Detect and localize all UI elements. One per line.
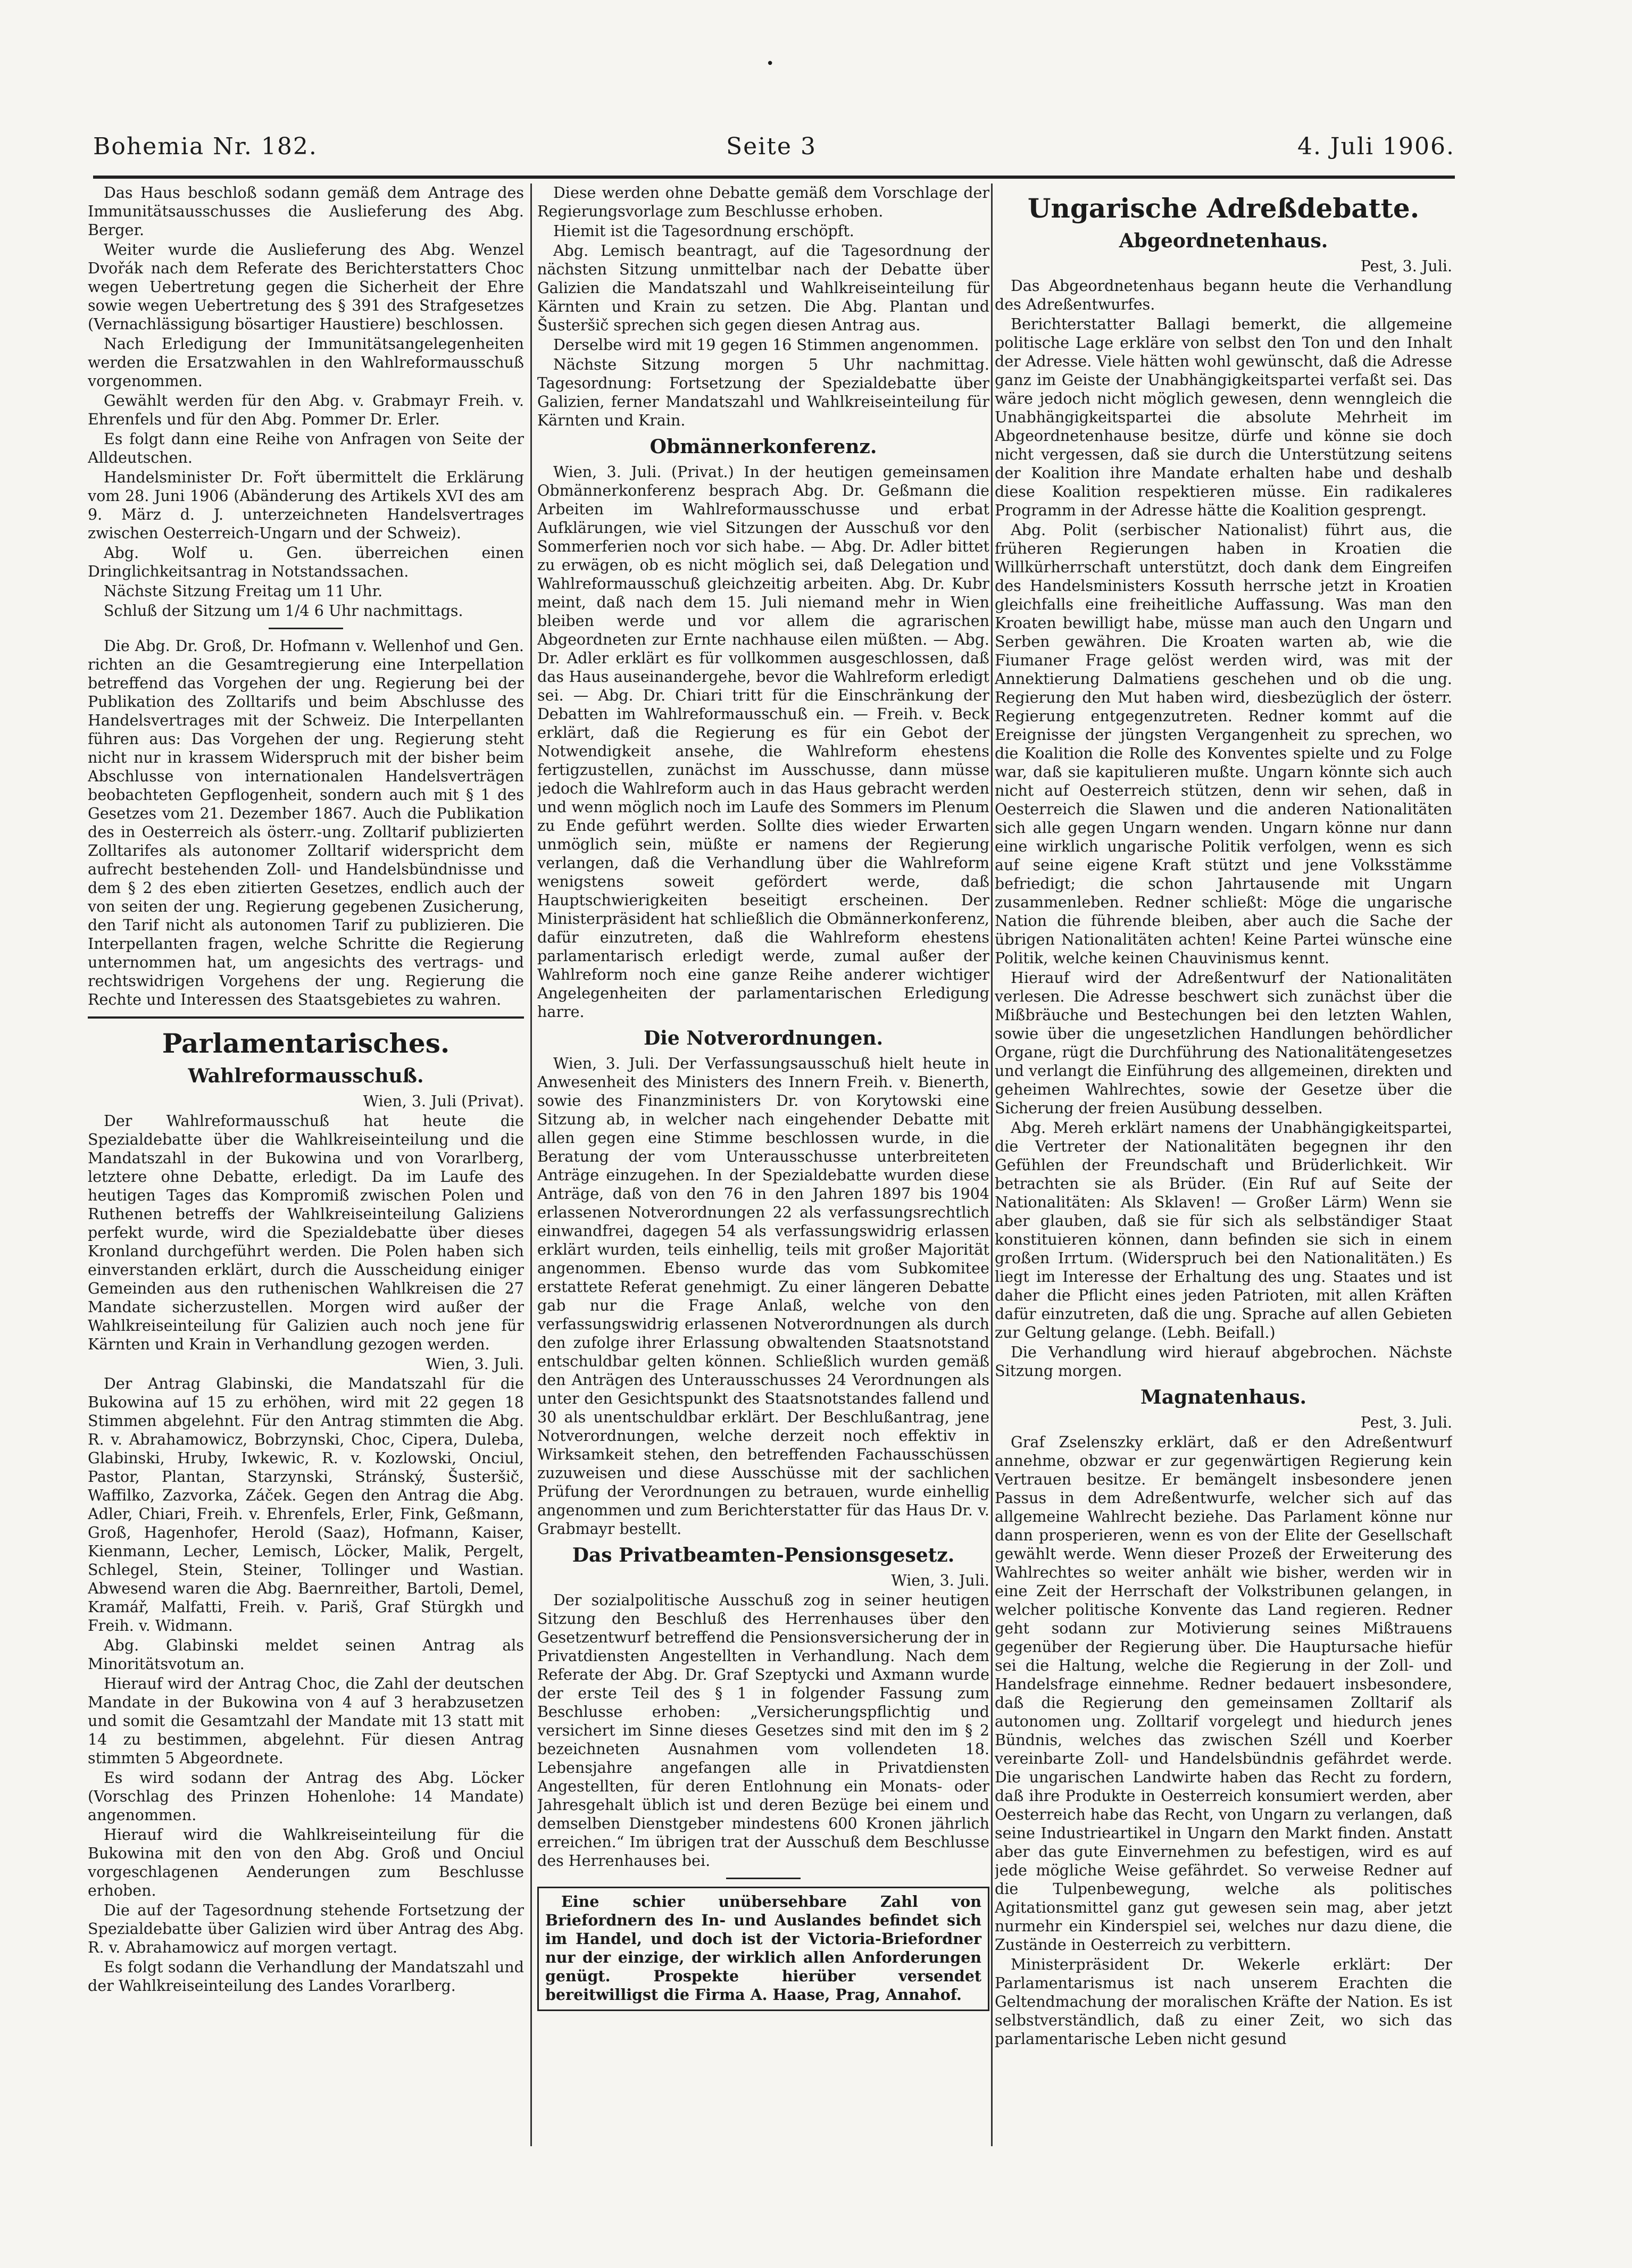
advertisement (537, 1887, 989, 2011)
short-rule (269, 628, 343, 629)
paragraph: Graf Zselenszky erklärt, daß er den Adreßentwurf annehme, obzwar er zur gegenwärtigen Regierung kein Vertrauen besitze. Er bemängelt insbesondere jenen Passus in dem Adreßentwurfe, welcher sich auf das allgemeine Wahlrecht beziehe. Das Parlament könne nur dann prosperieren, wenn es von der Elite der Gesellschaft gewählt werde. Wenn dieser Prozeß der Erweiterung des Wahlrechtes so weiter anhält wie bisher, werden wir in eine Zeit der Herrschaft der Volkstribunen gelangen, in welcher politische Konvente das Land regieren. Redner geht sodann zur Motivierung seines Mißtrauens gegenüber der Regierung über. Die Hauptursache hiefür sei die Haltung, welche die Regierung in der Zoll- und Handelsfrage einnehme. Redner bedauert insbesondere, daß die Regierung den gemeinsamen Zolltarif als autonomen ung. Zolltarif vorgelegt und hiedurch jenes Bündnis, welches das zwischen Széll und Koerber vereinbarte Zoll- und Handelsbündnis gefährdet werde. Die ungarischen Landwirte haben das Recht zu fordern, daß ihre Produkte in Oesterreich konsumiert werden, aber Oesterreich habe das Recht, von Ungarn zu verlangen, daß seine Industrieartikel in Ungarn den Markt finden. Anstatt aber das gute Einvernehmen zu befestigen, wird es auf jede mögliche Weise gefährdet. So verweise Redner auf die Tulpenbewegung, welche als politisches Agitationsmittel ganz gut gewesen sein mag, aber jetzt nurmehr ein Kinderspiel sei, welches nur dazu diene, die Zustände in Oesterreich zu verbittern. (995, 1433, 1452, 1954)
paragraph: Abg. Glabinski meldet seinen Antrag als Minoritätsvotum an. (88, 1637, 524, 1673)
paragraph: Der sozialpolitische Ausschuß zog in seiner heutigen Sitzung den Beschluß des Herrenhauses über den Gesetzentwurf betreffend die Pensionsversicherung der in Privatdiensten Angestellten in Verhandlung. Nach dem Referate der Abg. Dr. Graf Szeptycki und Axmann wurde der erste Teil des § 1 in folgender Fassung zum Beschlusse erhoben: „Versicherungspflichtig und versichert im Sinne dieses Gesetzes sind mit den im § 2 bezeichneten Ausnahmen vom vollendeten 18. Lebensjahre angefangen alle in Privatdiensten Angestellten, für deren Entlohnung ein Monats- oder Jahresgehalt üblich ist und deren Bezüge bei einem und demselben Dienstgeber mindestens 600 Kronen jährlich erreichen.“ Im übrigen trat der Ausschuß dem Beschlusse des Herrenhauses bei. (537, 1591, 989, 1870)
paragraph: Die Verhandlung wird hierauf abgebrochen. Nächste Sitzung morgen. (995, 1344, 1452, 1380)
dateline: Wien, 3. Juli. (426, 1355, 524, 1373)
header-date: 4. Juli 1906. (1297, 133, 1455, 160)
section-heading: Ungarische Adreßdebatte. (1027, 193, 1420, 224)
paragraph: Wien, 3. Juli. (Privat.) In der heutigen gemeinsamen Obmännerkonferenz besprach Abg. Dr. Geßmann die Arbeiten im Wahlreformausschusse und erbat Aufklärungen, wie viel Sitzungen der Ausschuß vor den Sommerferien noch vor sich habe. — Abg. Dr. Adler bittet zu erwägen, ob es nicht möglich sei, daß Delegation und Wahlreformausschuß gleichzeitig arbeiten. Abg. Dr. Kubr meint, daß nach dem 15. Juli niemand mehr in Wien bleiben werde und vor allem die agrarischen Abgeordneten zur Ernte nachhause eilen müßten. — Abg. Dr. Adler erklärt es für vollkommen ausgeschlossen, daß das Haus auseinandergehe, bevor die Wahlreform erledigt sei. — Abg. Dr. Chiari tritt für die Einschränkung der Debatten im Wahlreformausschuß ein. — Freih. v. Beck erklärt, daß die Regierung es für ein Gebot der Notwendigkeit ansehe, die Wahlreform ehestens fertigzustellen, zunächst im Ausschusse, dann müsse jedoch die Wahlreform auch in das Haus gebracht werden und wenn möglich noch im Laufe des Sommers im Plenum zu Ende geführt werden. Sollte dies wieder Erwarten unmöglich sein, müßte er namens der Regierung verlangen, daß die Verhandlung über die Wahlreform wenigstens soweit gefördert werde, daß Hauptschwierigkeiten beseitigt erscheinen. Der Ministerpräsident hat schließlich die Obmännerkonferenz, dafür einzutreten, daß die Wahlreform ehestens parlamentarisch erledigt werde, zumal außer der Wahlreform noch eine ganze Reihe anderer wichtiger Angelegenheiten der parlamentarischen Erledigung harre. (537, 463, 989, 1021)
paragraph: Handelsminister Dr. Fořt übermittelt die Erklärung vom 28. Juni 1906 (Abänderung des Artikels XVI des am 9. März d. J. unterzeichneten Handelsvertrages zwischen Oesterreich-Ungarn und der Schweiz). (88, 469, 524, 542)
short-rule (726, 1878, 801, 1879)
paragraph: Der Antrag Glabinski, die Mandatszahl für die Bukowina auf 15 zu erhöhen, wird mit 22 gegen 18 Stimmen abgelehnt. Für den Antrag stimmten die Abg. R. v. Abrahamowicz, Bobrzynski, Choc, Ciperа, Duleba, Glabinski, Hruby, Iwkewic, R. v. Kozlowski, Onciul, Pastor, Plantan, Starzynski, Stránský, Šusteršič, Waffilko, Zazvorka, Záček. Gegen den Antrag die Abg. Adler, Chiari, Freih. v. Ehrenfels, Erler, Fink, Geßmann, Groß, Hagenhofer, Herold (Saaz), Hofmann, Kaiser, Kienmann, Lecher, Lemisch, Löcker, Malik, Pergelt, Schlegel, Stein, Steiner, Tollinger und Wastian. Abwesend waren die Abg. Baernreither, Bartoli, Demel, Kramář, Malfatti, Freih. v. Pariš, Graf Stürgkh und Freih. v. Widmann. (88, 1375, 524, 1635)
paragraph: Der Wahlreformausschuß hat heute die Spezialdebatte über die Wahlkreiseinteilung und die Mandatszahl in der Bukowina und von Vorarlberg, letztere ohne Debatte, erledigt. Da im Laufe des heutigen Tages das Kompromiß zwischen Polen und Ruthenen betreffs der Wahlkreiseinteilung Galiziens perfekt wurde, wird die Spezialdebatte über dieses Kronland durchgeführt werden. Die Polen haben sich einverstanden erklärt, durch die Ausscheidung einiger Gemeinden aus den ruthenischen Wahlkreisen die 27 Mandate sicherzustellen. Morgen wird außer der Wahlkreiseinteilung für Galizien auch noch jene für Kärnten und Krain in Verhandlung gezogen werden. (88, 1112, 524, 1353)
column-right (995, 184, 1452, 2141)
paragraph: Berichterstatter Ballagi bemerkt, die allgemeine politische Lage erkläre von selbst den Ton und den Inhalt der Adresse. Viele hätten wohl gewünscht, daß die Adresse ganz im Geiste der Unabhängigkeitspartei verfaßt sei. Das wäre jedoch nicht möglich gewesen, denn wenngleich die Unabhängigkeitspartei die absolute Mehrheit im Abgeordnetenhause besitze, dürfe und könne sie doch nicht vergessen, daß sie durch die Unterstützung seitens der Koalition ihre Mandate erhalten habe und deshalb diese Koalition respektieren müsse. Ein radikaleres Programm in der Adresse hätte die Koalition gesprengt. (995, 315, 1452, 519)
paragraph: Diese werden ohne Debatte gemäß dem Vorschlage der Regierungsvorlage zum Beschlusse erhoben. (537, 184, 989, 220)
paragraph: Es wird sodann der Antrag des Abg. Löcker (Vorschlag des Prinzen Hohenlohe: 14 Mandate) angenommen. (88, 1769, 524, 1824)
column-separator (991, 184, 993, 2146)
advertisement-text: Eine schier unübersehbare Zahl von Briefordnern des In- und Auslandes befindet sich im Handel, und doch ist der Victoria-Briefordner nur der einzige, der wirklich allen Anforderungen genügt. Prospekte hierüber versendet bereitwilligst die Firma A. Haase, Prag, Annahof. (545, 1892, 981, 2004)
paragraph: Nach Erledigung der Immunitätsangelegenheiten werden die Ersatzwahlen in den Wahlreformausschuß vorgenommen. (88, 335, 524, 390)
header-page-number: Seite 3 (726, 133, 817, 160)
paragraph: Abg. Lemisch beantragt, auf die Tagesordnung der nächsten Sitzung unmittelbar nach der Debatte über Galizien die Mandatszahl und Wahlkreiseinteilung für Kärnten und Krain zu setzen. Die Abg. Plantan und Šusteršič sprechen sich gegen diesen Antrag aus. (537, 242, 989, 334)
header-rule (93, 176, 1455, 179)
article-heading: Das Privatbeamten-Pensionsgesetz. (572, 1544, 955, 1566)
article-heading: Magnatenhaus. (1140, 1386, 1307, 1408)
paragraph: Derselbe wird mit 19 gegen 16 Stimmen angenommen. (553, 336, 979, 354)
paragraph: Schluß der Sitzung um 1/4 6 Uhr nachmittags. (104, 602, 463, 620)
top-mark: • (766, 56, 775, 72)
paragraph: Das Haus beschloß sodann gemäß dem Antrage des Immunitätsausschusses die Auslieferung des Abg. Berger. (88, 184, 524, 239)
header-paper-name: Bohemia Nr. 182. (93, 133, 318, 160)
paragraph: Gewählt werden für den Abg. v. Grabmayr Freih. v. Ehrenfels und für den Abg. Pommer Dr. Erler. (88, 392, 524, 428)
paragraph: Weiter wurde die Auslieferung des Abg. Wenzel Dvořák nach dem Referate des Berichterstatters Choc wegen Uebertretung gegen die Sicherheit der Ehre sowie wegen Uebertretung des § 391 des Strafgesetzes (Vernachlässigung bösartiger Haustiere) beschlossen. (88, 241, 524, 333)
paragraph: Das Abgeordnetenhaus begann heute die Verhandlung des Adreßentwurfes. (995, 277, 1452, 313)
paragraph: Die auf der Tagesordnung stehende Fortsetzung der Spezialdebatte über Galizien wird über Antrag des Abg. R. v. Abrahamowicz auf morgen vertagt. (88, 1902, 524, 1956)
article-heading: Die Notverordnungen. (643, 1027, 884, 1049)
paragraph: Die Abg. Dr. Groß, Dr. Hofmann v. Wellenhof und Gen. richten an die Gesamtregierung eine Interpellation betreffend das Vorgehen der ung. Regierung bei der Publikation des Zolltarifs und beim Abschlusse des Handelsvertrages mit der Schweiz. Die Interpellanten führen aus: Das Vorgehen der ung. Regierung steht nicht nur in krassem Widerspruch mit der bisher beim Abschlusse von internationalen Handelsverträgen beobachteten Gepflogenheit, sondern auch mit § 1 des Gesetzes vom 21. Dezember 1867. Auch die Publikation des in Oesterreich als österr.-ung. Zolltarif publizierten Zolltarifes als autonomer Zolltarif widerspricht dem aufrecht bestehenden Zoll- und Handelsbündnisse und dem § 2 des eben zitierten Gesetzes, endlich auch der von seiten der ung. Regierung gegebenen Zusicherung, den Tarif nicht als autonomen Tarif zu publizieren. Die Interpellanten fragen, welche Schritte die Regierung unternommen hat, um angesichts des vertrags- und rechtswidrigen Vorgehens der ung. Regierung die Rechte und Interessen des Staatsgebietes zu wahren. (88, 637, 524, 1008)
paragraph: Abg. Wolf u. Gen. überreichen einen Dringlichkeitsantrag in Notstandssachen. (88, 544, 524, 580)
paragraph: Abg. Polit (serbischer Nationalist) führt aus, die früheren Regierungen haben in Kroatien die Willkürherrschaft unterstützt, doch dank dem Eingreifen des Handelsministers Kossuth herrsche jetzt in Kroatien gleichfalls eine freiheitliche Auffassung. Was man den Kroaten bewilligt habe, müsse man auch den Ungarn und Serben gewähren. Die Kroaten warten ab, wie die Fiumaner Frage gelöst werden wird, was mit der Annektierung Dalmatiens geschehen und ob die ung. Regierung den Mut haben wird, diesbezüglich der österr. Regierung entgegenzutreten. Redner kommt auf die Ereignisse der jüngsten Vergangenheit zu sprechen, wo die Koalition die Rolle des Konventes spielte und zu Folge war, daß sie kapitulieren mußte. Ungarn könnte sich auch nicht auf Oesterreich stützen, denn wir sehen, daß in Oesterreich die Slawen und die anderen Nationalitäten sich alle gegen Ungarn wenden. Ungarn könne nur dann eine wirklich ungarische Politik verfolgen, wenn es sich auf seine eigene Kraft stützt und jene Volksstämme befriedigt; die schon Jahrtausende mit Ungarn zusammenleben. Redner schließt: Möge die ungarische Nation die führende bleiben, aber auch die Sache der übrigen Nationalitäten achten! Keine Partei wünsche eine Politik, welche keinen Chauvinismus kennt. (995, 521, 1452, 967)
page-header (93, 133, 1455, 176)
column-left (88, 184, 524, 2141)
section-rule (88, 1016, 524, 1019)
paragraph: Ministerpräsident Dr. Wekerle erklärt: Der Parlamentarismus ist nach unserem Erachten die Geltendmachung der moralischen Kräfte der Nation. Es ist selbstverständlich, daß zu einer Zeit, wo sich das parlamentarische Leben nicht gesund (995, 1956, 1452, 2048)
paragraph: Abg. Mereh erklärt namens der Unabhängigkeitspartei, die Vertreter der Nationalitäten begegnen ihr den Gefühlen der Freundschaft und Brüderlichkeit. Wir betrachten sie als Brüder. (Ein Ruf auf Seite der Nationalitäten: Als Sklaven! — Großer Lärm) Wenn sie aber glauben, daß sie für sich als selbständiger Staat konstituieren können, dann befinden sie sich in einem großen Irrtum. (Widerspruch bei den Nationalitäten.) Es liegt im Interesse der Erhaltung des ung. Staates und ist daher die Pflicht eines jeden Patrioten, mit allen Kräften dafür einzutreten, daß die ung. Sprache auf allen Gebieten zur Geltung gelange. (Lebh. Beifall.) (995, 1119, 1452, 1341)
paragraph: Hierauf wird der Adreßentwurf der Nationalitäten verlesen. Die Adresse beschwert sich zunächst über die Mißbräuche und Bestechungen bei den letzten Wahlen, sowie über die ungesetzlichen Handlungen behördlicher Organe, rügt die Durchführung des Nationalitätengesetzes und verlangt die Einführung des allgemeinen, direkten und geheimen Wahlrechtes, sowie der Gesetze über die Sicherung der freien Ausübung desselben. (995, 969, 1452, 1117)
column-separator (530, 184, 532, 2146)
paragraph: Es folgt sodann die Verhandlung der Mandatszahl und der Wahlkreiseinteilung des Landes Vorarlberg. (88, 1958, 524, 1995)
article-heading: Abgeordnetenhaus. (1119, 230, 1328, 252)
article-heading: Obmännerkonferenz. (650, 436, 877, 458)
section-heading: Parlamentarisches. (162, 1028, 450, 1059)
column-middle (537, 184, 989, 2120)
dateline: Wien, 3. Juli. (891, 1572, 989, 1589)
paragraph: Nächste Sitzung Freitag um 11 Uhr. (104, 582, 383, 600)
paragraph: Hiemit ist die Tagesordnung erschöpft. (553, 222, 854, 240)
paragraph: Wien, 3. Juli. Der Verfassungsausschuß hielt heute in Anwesenheit des Ministers des Innern Freih. v. Bienerth, sowie des Finanzministers Dr. von Korytowski eine Sitzung ab, in welcher nach eingehender Debatte mit allen gegen eine Stimme beschlossen wurde, in die Beratung der vom Unterausschusse unterbreiteten Anträge einzugehen. In der Spezialdebatte wurden diese Anträge, daß von den 76 in den Jahren 1897 bis 1904 erlassenen Notverordnungen 22 als verfassungsrechtlich einwandfrei, dagegen 54 als verfassungswidrig erlassen erklärt wurden, teils einhellig, teils mit großer Majorität angenommen. Ebenso wurde das vom Subkomitee erstattete Referat genehmigt. Zu einer längeren Debatte gab nur die Frage Anlaß, welche von den verfassungswidrig erlassenen Notverordnungen als durch den zufolge ihrer Erlassung obwaltenden Staatsnotstand entschuldbar gelten können. Schließlich wurden gemäß den Anträgen des Unterausschusses 24 Verordnungen als unter den Gesichtspunkt des Staatsnotstandes fallend und 30 als unentschuldbar erklärt. Der Beschlußantrag, jene Notverordnungen, welche derzeit noch effektiv in Wirksamkeit stehen, den betreffenden Fachausschüssen zuzuweisen und diese Ausschüsse mit der sachlichen Prüfung der Verordnungen zu betrauen, wurde einhellig angenommen und zum Berichterstatter für das Haus Dr. v. Grabmayr bestellt. (537, 1055, 989, 1538)
dateline: Pest, 3. Juli. (1360, 1414, 1452, 1431)
article-heading: Wahlreformausschuß. (188, 1065, 424, 1087)
dateline: Pest, 3. Juli. (1360, 257, 1452, 275)
dateline: Wien, 3. Juli (Privat). (363, 1093, 524, 1110)
paragraph: Hierauf wird die Wahlkreiseinteilung für die Bukowina mit den von den Abg. Groß und Onciul vorgeschlagenen Aenderungen zum Beschlusse erhoben. (88, 1826, 524, 1899)
paragraph: Nächste Sitzung morgen 5 Uhr nachmittag. Tagesordnung: Fortsetzung der Spezialdebatte über Galizien, ferner Mandatszahl und Wahlkreiseinteilung für Kärnten und Krain. (537, 356, 989, 429)
paragraph: Es folgt dann eine Reihe von Anfragen von Seite der Alldeutschen. (88, 430, 524, 466)
paragraph: Hierauf wird der Antrag Choc, die Zahl der deutschen Mandate in der Bukowina von 4 auf 3 herabzusetzen und somit die Gesamtzahl der Mandate mit 13 statt mit 14 zu bestimmen, abgelehnt. Für diesen Antrag stimmten 5 Abgeordnete. (88, 1675, 524, 1767)
